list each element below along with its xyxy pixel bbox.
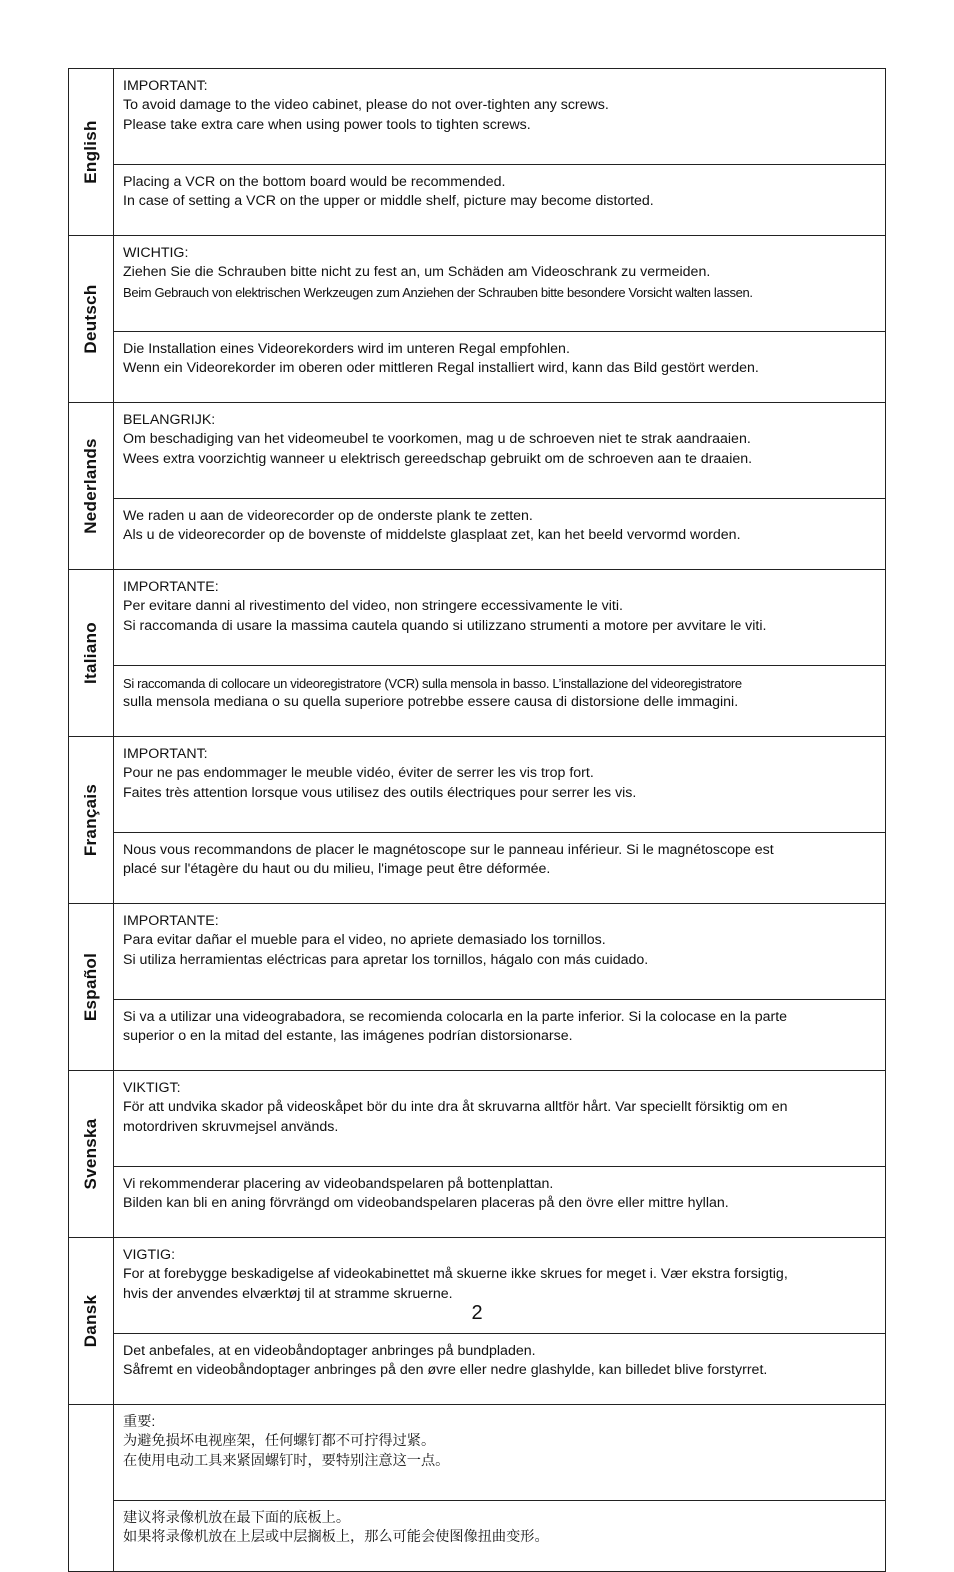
important-heading: VIGTIG: [123, 1247, 176, 1263]
note-line: We raden u aan de videorecorder op de onderste plank te zetten. [123, 508, 533, 524]
section-dansk-note-row [69, 1334, 886, 1405]
section-svenska-note-row [69, 1167, 886, 1238]
placement-note [114, 1167, 886, 1238]
note-line: In case of setting a VCR on the upper or middle shelf, picture may become distorted. [123, 193, 654, 210]
section-espanol-important-row [69, 904, 886, 1000]
section-francais-note-row [69, 833, 886, 904]
section-deutsch-important-row [69, 236, 886, 332]
important-notice [114, 69, 886, 165]
section-nederlands-note-row [69, 499, 886, 570]
important-notice [114, 236, 886, 332]
placement-note [114, 1501, 886, 1572]
note-line: Det anbefales, at en videobåndoptager anbringes på bundpladen. [123, 1343, 536, 1359]
language-label: Deutsch [81, 284, 100, 354]
section-italiano-important-row [69, 570, 886, 666]
language-label-cell [69, 904, 114, 1071]
section-chinese-note-row [69, 1501, 886, 1572]
placement-note [114, 499, 886, 570]
important-heading: IMPORTANT: [123, 78, 208, 94]
important-line: Wees extra voorzichtig wanneer u elektrisch gereedschap gebruikt om de schroeven aan te draaien. [123, 450, 753, 467]
important-line: hvis der anvendes elværktøj til at stramme skruerne. [123, 1285, 453, 1302]
note-line: 建议将录像机放在最下面的底板上。 [123, 1510, 351, 1526]
section-chinese-important-row [69, 1405, 886, 1501]
language-label: Español [81, 952, 100, 1022]
language-label-cell [69, 403, 114, 570]
important-heading: WICHTIG: [123, 245, 189, 261]
important-line: Om beschadiging van het videomeubel te voorkomen, mag u de schroeven niet te strak aandraaien. [123, 431, 751, 448]
important-heading: IMPORTANT: [123, 746, 208, 762]
important-notice [114, 904, 886, 1000]
language-label: English [81, 120, 100, 184]
important-line: Please take extra care when using power tools to tighten screws. [123, 116, 531, 133]
important-line: Si raccomanda di usare la massima cautela quando si utilizzano strumenti a motore per avvitare le viti. [123, 617, 767, 634]
section-deutsch-note-row [69, 332, 886, 403]
note-line: placé sur l'étagère du haut ou du milieu, l'image peut être déformée. [123, 861, 551, 878]
important-notice [114, 1071, 886, 1167]
instructions-table [68, 68, 886, 1572]
section-francais-important-row [69, 737, 886, 833]
note-line: Si va a utilizar una videograbadora, se recomienda colocarla en la parte inferior. Si la colocase en la parte [123, 1009, 788, 1025]
placement-note [114, 833, 886, 904]
important-line: Beim Gebrauch von elektrischen Werkzeugen zum Anziehen der Schrauben bitte besondere Vorsicht walten lassen. [123, 284, 753, 300]
language-label: Nederlands [81, 438, 100, 534]
note-line: Vi rekommenderar placering av videobandspelaren på bottenplattan. [123, 1176, 554, 1192]
important-line: motordriven skruvmejsel används. [123, 1118, 339, 1135]
important-notice [114, 570, 886, 666]
section-english-important-row [69, 69, 886, 165]
important-heading: 重要: [123, 1414, 156, 1430]
language-label-cell [69, 236, 114, 403]
important-line: För att undvika skador på videoskåpet bör du inte dra åt skruvarna alltför hårt. Var speciellt försiktig om en [123, 1099, 788, 1116]
note-line: Nous vous recommandons de placer le magnétoscope sur le panneau inférieur. Si le magnétoscope est [123, 842, 774, 858]
note-line: Placing a VCR on the bottom board would be recommended. [123, 174, 506, 190]
important-heading: BELANGRIJK: [123, 412, 216, 428]
note-line: 如果将录像机放在上层或中层搁板上，那么可能会使图像扭曲变形。 [123, 1529, 549, 1546]
note-line: Als u de videorecorder op de bovenste of middelste glasplaat zet, kan het beeld vervormd worden. [123, 527, 741, 544]
important-line: To avoid damage to the video cabinet, please do not over-tighten any screws. [123, 97, 609, 114]
important-notice [114, 1405, 886, 1501]
important-line: For at forebygge beskadigelse af videokabinettet må skuerne ikke skrues for meget i. Vær ekstra forsigtig, [123, 1266, 788, 1283]
important-heading: IMPORTANTE: [123, 579, 219, 595]
important-notice [114, 403, 886, 499]
note-line: superior o en la mitad del estante, las imágenes podrían distorsionarse. [123, 1028, 573, 1045]
placement-note [114, 1334, 886, 1405]
placement-note [114, 332, 886, 403]
section-svenska-important-row [69, 1071, 886, 1167]
important-line: Si utiliza herramientas eléctricas para apretar los tornillos, hágalo con más cuidado. [123, 951, 649, 968]
important-notice [114, 737, 886, 833]
language-label-cell [69, 570, 114, 737]
section-english-note-row [69, 165, 886, 236]
important-heading: VIKTIGT: [123, 1080, 181, 1096]
language-label-cell [69, 1071, 114, 1238]
note-line: sulla mensola mediana o su quella superiore potrebbe essere causa di distorsione delle immagini. [123, 694, 739, 711]
important-line: Faites très attention lorsque vous utilisez des outils électriques pour serrer les vis. [123, 784, 637, 801]
important-heading: IMPORTANTE: [123, 913, 219, 929]
important-line: Para evitar dañar el mueble para el video, no apriete demasiado los tornillos. [123, 932, 606, 949]
language-label: Svenska [81, 1118, 100, 1190]
important-line: Ziehen Sie die Schrauben bitte nicht zu fest an, um Schäden am Videoschrank zu vermeiden. [123, 264, 711, 281]
language-label: Français [81, 783, 100, 857]
language-label: Italiano [81, 622, 100, 684]
placement-note [114, 165, 886, 236]
language-label-cell [69, 69, 114, 236]
note-line: Såfremt en videobåndoptager anbringes på den øvre eller nedre glashylde, kan billedet blive forstyrret. [123, 1362, 768, 1379]
section-espanol-note-row [69, 1000, 886, 1071]
important-line: Pour ne pas endommager le meuble vidéo, éviter de serrer les vis trop fort. [123, 765, 594, 782]
language-label-cell [69, 1405, 114, 1572]
important-line: Per evitare danni al rivestimento del video, non stringere eccessivamente le viti. [123, 598, 623, 615]
placement-note [114, 1000, 886, 1071]
language-label: Dansk [81, 1294, 100, 1348]
important-line: 为避免损坏电视座架，任何螺钉都不可拧得过紧。 [123, 1433, 436, 1450]
note-line: Wenn ein Videorekorder im oberen oder mittleren Regal installiert wird, kann das Bild gestört werden. [123, 360, 759, 377]
language-label-cell [69, 737, 114, 904]
page-number: 2 [471, 1302, 483, 1324]
placement-note [114, 666, 886, 737]
note-line: Die Installation eines Videorekorders wird im unteren Regal empfohlen. [123, 341, 570, 357]
important-line: 在使用电动工具来紧固螺钉时，要特别注意这一点。 [123, 1452, 450, 1469]
note-line: Bilden kan bli en aning förvrängd om videobandspelaren placeras på den övre eller mittre hyllan. [123, 1195, 729, 1212]
section-nederlands-important-row [69, 403, 886, 499]
note-line: Si raccomanda di collocare un videoregistratore (VCR) sulla mensola in basso. L’installazione del videoregistratore [123, 676, 742, 691]
section-italiano-note-row [69, 666, 886, 737]
